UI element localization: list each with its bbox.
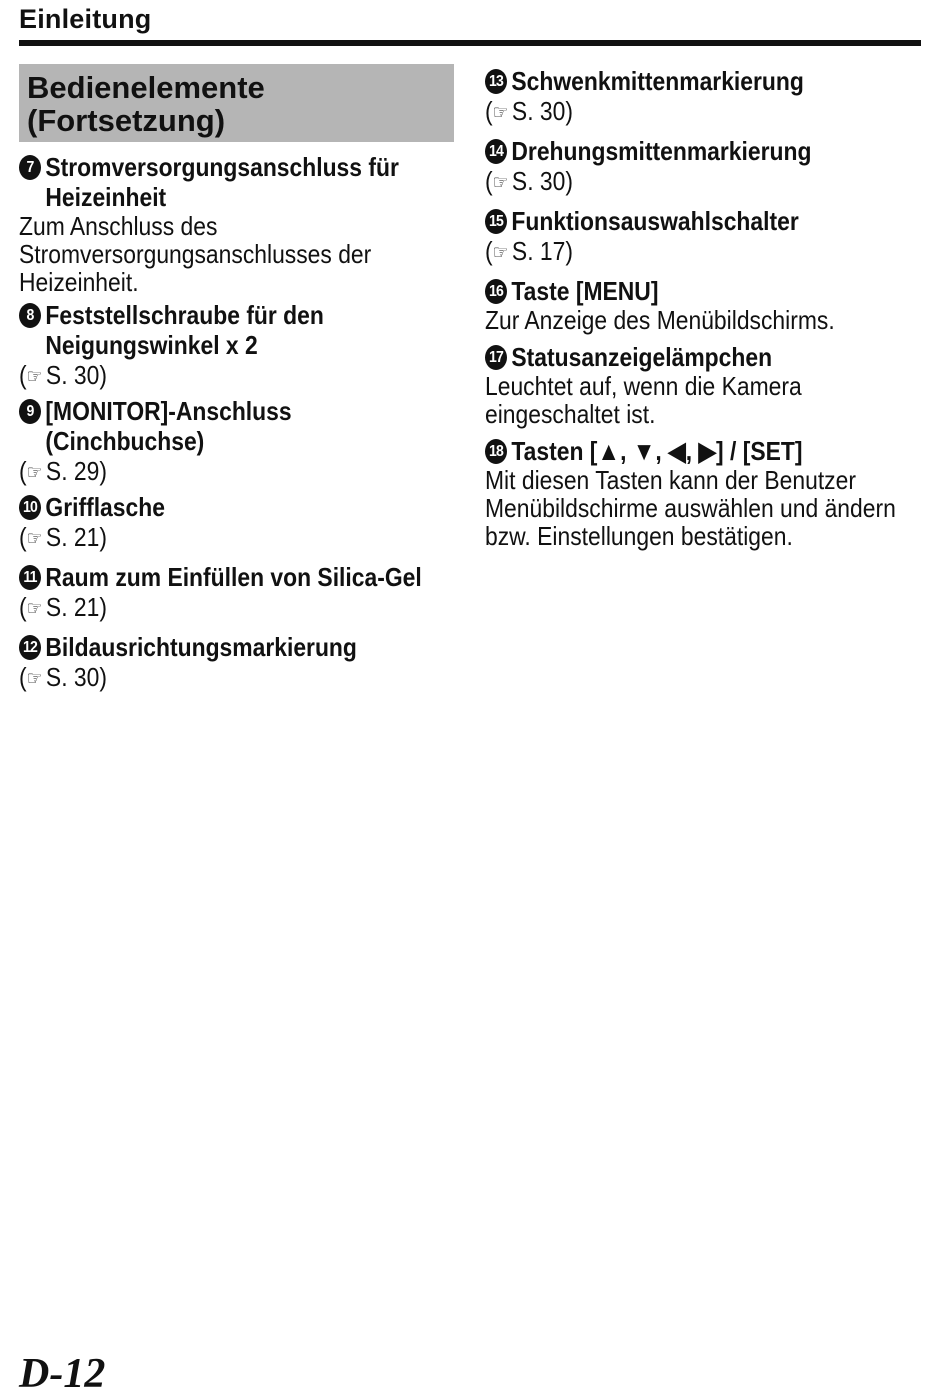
item-number-badge: 14: [485, 139, 507, 164]
item-heading: [19, 632, 406, 662]
item-number-badge: 7: [19, 155, 41, 180]
item-number-badge: 10: [19, 495, 41, 520]
page-reference-text: S. 30): [511, 166, 573, 196]
page-reference-text: S. 30): [45, 360, 107, 390]
desc-line: Zur Anzeige des Menübildschirms.: [485, 305, 835, 335]
item-title-line-1: Grifflasche: [45, 492, 165, 522]
item-title-line-2: Neigungswinkel x 2: [45, 330, 258, 360]
page-reference: (☞ S. 17): [485, 236, 573, 266]
pointing-hand-icon: ☞: [26, 528, 43, 550]
item-title-line-1: Bildausrichtungsmarkierung: [45, 632, 357, 662]
item-description: [485, 306, 872, 334]
page-reference: (☞ S. 30): [485, 166, 573, 196]
page-reference-text: S. 29): [45, 456, 107, 486]
desc-line: Heizeinheit.: [19, 267, 139, 297]
section-title-line-1: Bedienelemente: [27, 70, 265, 105]
item-number-badge: 12: [19, 635, 41, 660]
page-reference: (☞ S. 29): [19, 456, 107, 486]
item-title-line-2: (Cinchbuchse): [45, 426, 205, 456]
item-title-line-1: Stromversorgungsanschluss für: [45, 152, 399, 182]
desc-line: Stromversorgungsanschlusses der: [19, 239, 372, 269]
item-heading: [485, 436, 872, 466]
page-number: D-12: [19, 1351, 106, 1397]
item-title-line-1: Raum zum Einfüllen von Silica-Gel: [45, 562, 422, 592]
item-description: [19, 212, 406, 296]
item-8: [19, 300, 459, 392]
pointing-hand-icon: ☞: [492, 172, 509, 194]
pointing-hand-icon: ☞: [26, 668, 43, 690]
page-reference-text: S. 30): [45, 662, 107, 692]
item-15: [485, 206, 925, 268]
right-column: [485, 66, 925, 550]
item-number-badge: 18: [485, 439, 507, 464]
section-header-title: Einleitung: [19, 4, 152, 34]
item-title-line-1: [MONITOR]-Anschluss: [45, 396, 292, 426]
section-title-line-2: (Fortsetzung): [27, 103, 226, 138]
item-16: [485, 276, 925, 334]
pointing-hand-icon: ☞: [492, 242, 509, 264]
left-column: [19, 152, 459, 694]
item-heading: [485, 206, 872, 236]
item-title-line-1: Feststellschraube für den: [45, 300, 324, 330]
item-title-line-1: Taste [MENU]: [511, 276, 659, 306]
item-heading: [19, 152, 406, 212]
pointing-hand-icon: ☞: [26, 366, 43, 388]
item-12: [19, 632, 459, 694]
item-heading: [19, 562, 422, 592]
item-heading: [485, 66, 872, 96]
page-reference: (☞ S. 21): [19, 522, 107, 552]
item-heading: [485, 276, 872, 306]
item-10: [19, 492, 459, 554]
item-title-line-1: Drehungsmittenmarkierung: [511, 136, 812, 166]
desc-line: Mit diesen Tasten kann der Benutzer: [485, 465, 856, 495]
item-number-badge: 9: [19, 399, 41, 424]
item-number-badge: 8: [19, 303, 41, 328]
item-heading: [19, 300, 406, 360]
pointing-hand-icon: ☞: [26, 462, 43, 484]
pointing-hand-icon: ☞: [26, 598, 43, 620]
item-heading: [19, 492, 406, 522]
item-title-line-1: Funktionsauswahlschalter: [511, 206, 799, 236]
item-description: [485, 465, 896, 551]
page-reference: (☞ S. 30): [19, 360, 107, 390]
item-description: [485, 372, 872, 428]
pointing-hand-icon: ☞: [492, 102, 509, 124]
item-title-line-1: Tasten [▲, ▼, ◀, ▶] / [SET]: [511, 436, 803, 466]
desc-line: eingeschaltet ist.: [485, 399, 656, 429]
page-reference: (☞ S. 30): [19, 662, 107, 692]
page-reference-text: S. 21): [45, 592, 107, 622]
desc-line: bzw. Einstellungen bestätigen.: [485, 521, 793, 551]
item-number-badge: 15: [485, 209, 507, 234]
item-title-line-1: Schwenkmittenmarkierung: [511, 66, 804, 96]
page-reference: (☞ S. 21): [19, 592, 107, 622]
item-11: [19, 562, 459, 624]
item-number-badge: 13: [485, 69, 507, 94]
desc-line: Zum Anschluss des: [19, 211, 218, 241]
section-title-box: [19, 64, 454, 142]
item-7: [19, 152, 459, 296]
header-rule: [19, 40, 921, 46]
item-title-line-2: Heizeinheit: [45, 182, 167, 212]
page-reference-text: S. 30): [511, 96, 573, 126]
item-13: [485, 66, 925, 128]
desc-line: Leuchtet auf, wenn die Kamera: [485, 371, 802, 401]
item-17: [485, 342, 925, 428]
page-reference-text: S. 21): [45, 522, 107, 552]
page-reference: (☞ S. 30): [485, 96, 573, 126]
item-9: [19, 396, 459, 488]
item-heading: [485, 136, 872, 166]
item-heading: [485, 342, 872, 372]
desc-line: Menübildschirme auswählen und ändern: [485, 493, 896, 523]
item-number-badge: 11: [19, 565, 41, 590]
item-heading: [19, 396, 406, 456]
item-number-badge: 17: [485, 345, 507, 370]
item-14: [485, 136, 925, 198]
item-title-line-1: Statusanzeigelämpchen: [511, 342, 773, 372]
page-reference-text: S. 17): [511, 236, 573, 266]
item-18: [485, 436, 925, 550]
item-number-badge: 16: [485, 279, 507, 304]
